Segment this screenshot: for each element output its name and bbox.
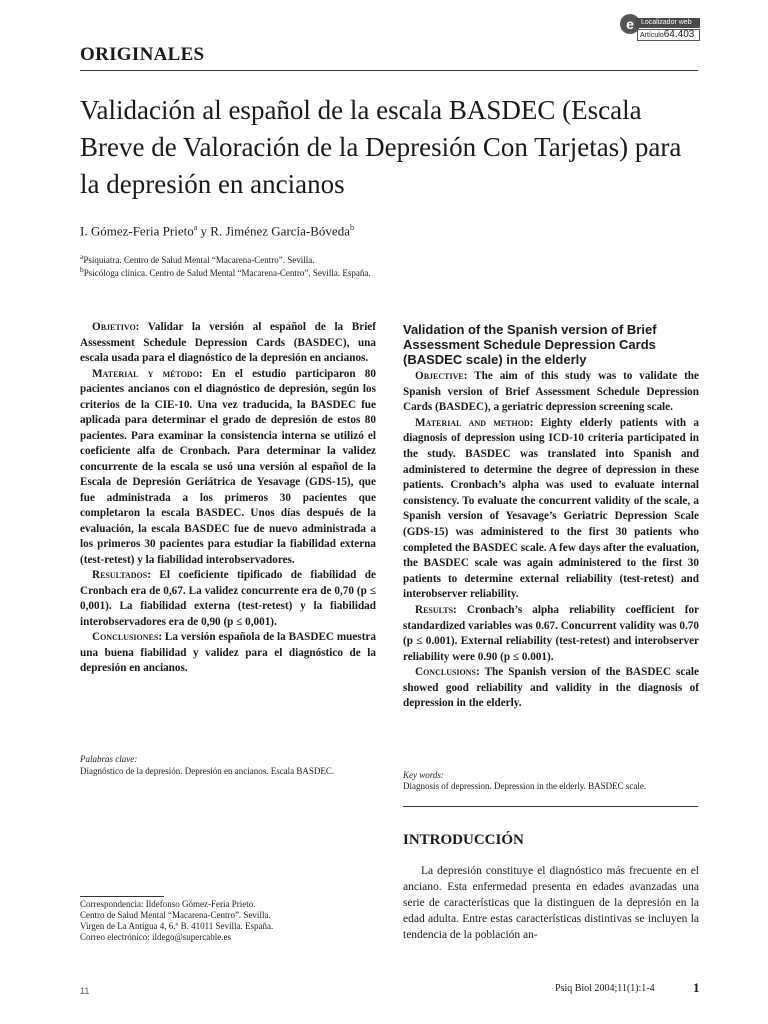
abstract-english (403, 369, 699, 712)
objective-text: The aim of this study was to validate the Spanish version of Brief Assessment Schedule Depression Cards (BASDEC), a geriatric depression screening scale. (403, 370, 699, 414)
material-en-label: Material and method: (415, 416, 534, 429)
conclusions-text: The Spanish version of the BASDEC scale showed good reliability and validity in the diagnosis of depression in the elderly. (403, 666, 699, 710)
article-label: Artículo (640, 32, 664, 39)
objective-label: Objective: (415, 370, 468, 382)
results-text: Cronbach’s alpha reliability coefficient for standardized variables was 0.67. Concurrent validity was 0.70 (p ≤ 0.001). External reliability (test-retest) and interobserver reliability were 0.90 (p ≤ 0.001). (403, 603, 699, 663)
english-title: Validation of the Spanish version of Brief Assessment Schedule Depression Cards (BASDEC scale) in the elderly (403, 322, 657, 367)
article-number: 64.403 (663, 29, 695, 40)
article-number-box (637, 29, 700, 41)
affiliation-a-text: Psiquiatra. Centro de Salud Mental “Macarena-Centro”. Sevilla. (83, 255, 315, 265)
resultados-label: Resultados: (92, 569, 151, 581)
material-label: Material y método: (92, 367, 203, 380)
objetivo-text: Validar la versión al español de la Brief Assessment Schedule Depression Cards (BASDEC), una escala usada para el diagnóstico de la depresión en ancianos. (80, 321, 376, 364)
section-heading: ORIGINALES (80, 44, 205, 65)
correspondence-line-1: Correspondencia: Ildefonso Gómez-Feria Prieto. (80, 899, 256, 909)
intro-paragraph: La depresión constituye el diagnóstico más frecuente en el anciano. Esta enfermedad presenta en edades avanzadas una serie de características que la distinguen de la depresión en la edad adulta. Entre estas características distintivas se incluyen la tendencia de la población an- (403, 865, 699, 941)
abstract-en-material (403, 416, 699, 603)
results-label: Results: (415, 603, 457, 616)
abstract-es-material (80, 367, 376, 569)
resultados-text: El coeficiente tipificado de fiabilidad de Cronbach era de 0,67. La validez concurrente era de 0,70 (p ≤ 0,001). La fiabilidad externa (test-retest) y la fiabilidad interobservadores era de 0,90 (p ≤ 0,001). (80, 569, 376, 628)
affiliation-b-sup: b (80, 265, 84, 274)
correspondence-email: Correo electrónico: ildego@supercable.es (80, 932, 231, 942)
author-1: I. Gómez-Feria Prieto (80, 223, 194, 239)
e-logo-icon: e (620, 14, 640, 34)
correspondence (80, 899, 380, 943)
abstract-en-conclusions (403, 665, 699, 712)
intro-divider (403, 806, 698, 807)
top-divider (80, 70, 698, 71)
abstract-es-conclusiones (80, 630, 376, 677)
material-text: En el estudio participaron 80 pacientes ancianos con el diagnóstico de depresión, según los criterios de la CIE-10. Una vez traducida, la BASDEC fue aplicada para determinar el grado de depresión de estos 80 pacientes. Para examinar la consistencia interna se utilizó el coeficiente alfa de Cronbach. Para determinar la validez concurrente de la escala se usó una versión al español de la Escala de Depresión Geriátrica de Yesavage (GDS-15), que fue administrada a los primeros 30 pacientes que completaron la escala BASDEC. Unos días después de la evaluación, la escala BASDEC fue de nuevo administrada a los primeros 30 pacientes para estudiar la fiabilidad externa (test-retest) y la fiabilidad interobservadores. (80, 367, 376, 566)
abstract-en-objective (403, 369, 699, 416)
keywords-es-text: Diagnóstico de la depresión. Depresión en ancianos. Escala BASDEC. (80, 766, 335, 776)
abstract-en-results (403, 603, 699, 665)
keywords-es-label: Palabras clave: (80, 754, 138, 764)
conclusiones-label: Conclusiones: (92, 631, 163, 643)
page-number-left: 11 (80, 986, 90, 996)
web-locator-badge (620, 14, 700, 44)
journal-citation: Psiq Biol 2004;11(1):1-4 (555, 983, 655, 994)
page-number-right: 1 (693, 980, 700, 995)
author-2-sup: b (349, 223, 354, 232)
material-en-text: Eighty elderly patients with a diagnosis of depression using ICD-10 criteria participated in the study. BASDEC was translated into Spanish and administered to determine the degree of depression in these patients. Cronbach’s alpha was used to evaluate internal consistency. To evaluate the concurrent validity of the scale, a Spanish version of Yesavage’s Geriatric Depression Scale (GDS-15) was administered to the first 30 patients who completed the BASDEC scale. A few days after the evaluation, the BASDEC scale was again administered to the first 30 patients to determine external reliability (test-retest) and interobserver reliability. (403, 416, 699, 601)
article-title: Validación al español de la escala BASDEC (Escala Breve de Valoración de la Depresión Con Tarjetas) para la depresión en ancianos (80, 95, 682, 199)
abstract-spanish (80, 320, 376, 677)
keywords-en-text: Diagnosis of depression. Depression in the elderly. BASDEC scale. (403, 781, 647, 791)
objetivo-label: Objetivo: (92, 321, 140, 333)
correspondence-line-2: Centro de Salud Mental “Macarena-Centro”. Sevilla. (80, 910, 271, 920)
conclusiones-text: La versión española de la BASDEC muestra una buena fiabilidad y validez para el diagnóstico de la depresión en ancianos. (80, 631, 376, 674)
abstract-es-resultados (80, 568, 376, 630)
author-conj: y (197, 223, 211, 239)
author-1-sup: a (193, 223, 198, 232)
intro-heading: INTRODUCCIÓN (403, 832, 524, 848)
intro-body (403, 863, 699, 943)
correspondence-divider (80, 896, 164, 897)
conclusions-label: Conclusions: (415, 666, 480, 679)
author-2: R. Jiménez García-Bóveda (210, 223, 350, 239)
correspondence-line-3: Virgen de La Antigua 4, 6.º B. 41011 Sevilla. España. (80, 921, 274, 931)
badge-label: Localizador web (635, 18, 700, 28)
keywords-en-label: Key words: (403, 770, 444, 780)
abstract-es-objetivo (80, 320, 376, 367)
affiliation-b (80, 264, 680, 279)
affiliation-b-text: Psicóloga clínica. Centro de Salud Mental “Macarena-Centro”. Sevilla. España. (83, 268, 371, 278)
affiliation-a-sup: a (80, 252, 84, 261)
authors (80, 223, 354, 239)
